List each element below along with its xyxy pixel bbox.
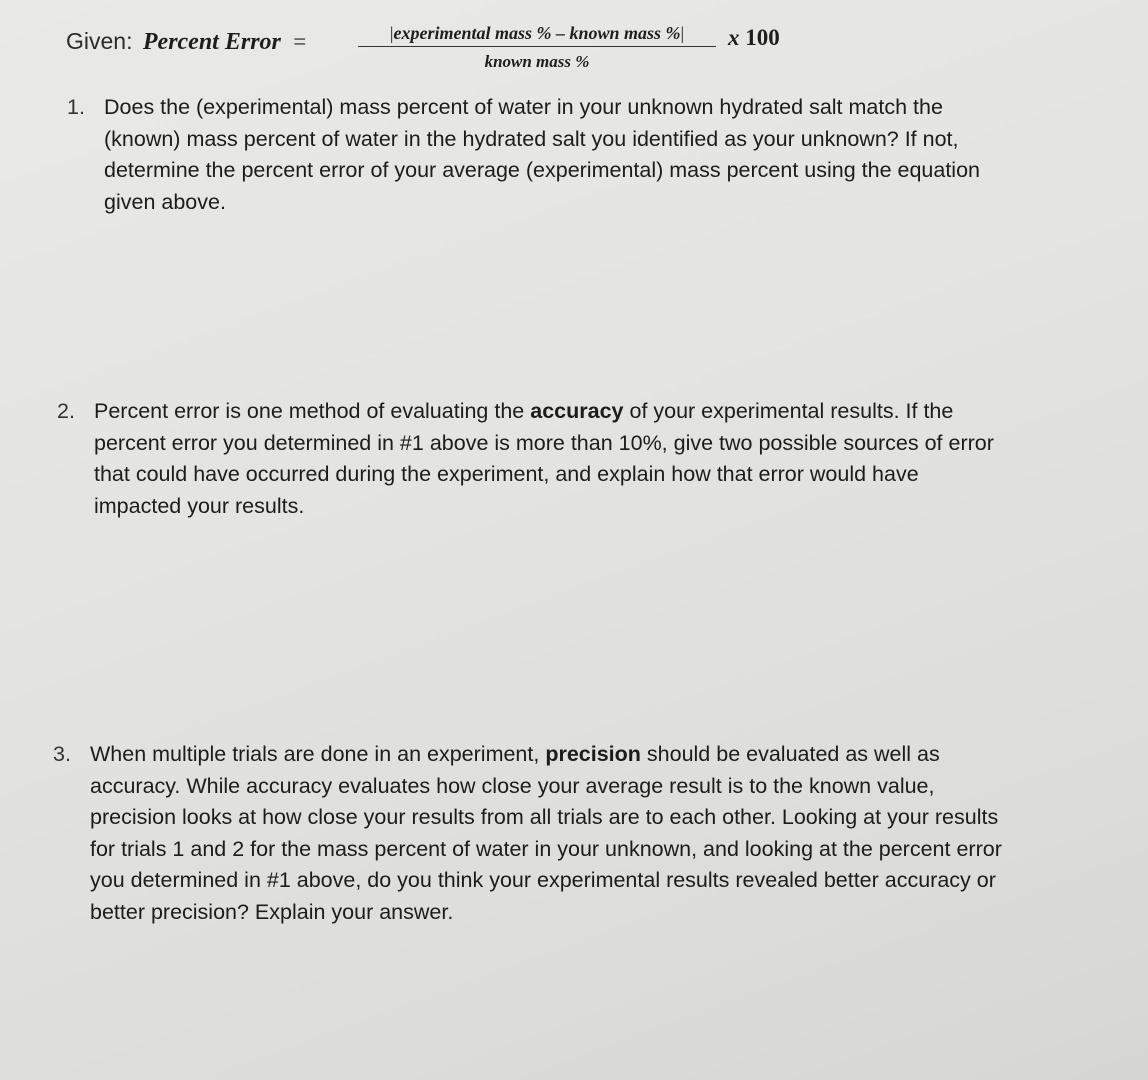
question-text-before: When multiple trials are done in an experiment, <box>90 742 540 766</box>
formula-equals: = <box>293 29 307 54</box>
question-1 <box>67 92 997 218</box>
question-3 <box>53 739 1013 928</box>
question-number: 1. <box>67 95 85 119</box>
question-bold-term: precision <box>545 742 641 766</box>
formula-term: Percent Error <box>142 29 281 55</box>
multiplier-value: 100 <box>745 25 780 50</box>
formula-fraction <box>358 22 716 73</box>
question-text-before: Percent error is one method of evaluating the <box>94 399 525 423</box>
question-text <box>94 396 1007 522</box>
abs-bar-left: | <box>389 23 394 43</box>
multiplier-symbol: x <box>728 25 740 50</box>
formula-numerator <box>358 22 716 47</box>
abs-bar-right: | <box>680 23 685 43</box>
question-number: 3. <box>53 742 71 766</box>
question-text <box>90 739 1013 928</box>
question-number: 2. <box>57 399 75 423</box>
formula-given <box>66 28 306 56</box>
question-text-after: should be evaluated as well as accuracy. While accuracy evaluates how close your average result is to the known value, precision looks at how close your results from all trials are to each other. Looking at your results for trials 1 and 2 for the mass percent of water in your unknown, and looking at the percent error you determined in #1 above, do you think your experimental results revealed better accuracy or better precision? Explain your answer. <box>90 742 1002 924</box>
formula-denominator: known mass % <box>484 52 590 71</box>
question-text-after: of your experimental results. If the percent error you determined in #1 above is more than 10%, give two possible sources of error that could have occurred during the experiment, and explain how that error would have impacted your results. <box>94 399 994 518</box>
question-bold-term: accuracy <box>530 399 624 423</box>
question-text: Does the (experimental) mass percent of water in your unknown hydrated salt match the (known) mass percent of water in the hydrated salt you identified as your unknown? If not, determine the percent error of your average (experimental) mass percent using the equation given above. <box>104 95 980 214</box>
given-label: Given: <box>66 28 133 54</box>
formula-multiplier <box>728 25 780 51</box>
question-2 <box>57 396 1007 522</box>
numerator-text: experimental mass % – known mass % <box>393 23 681 43</box>
